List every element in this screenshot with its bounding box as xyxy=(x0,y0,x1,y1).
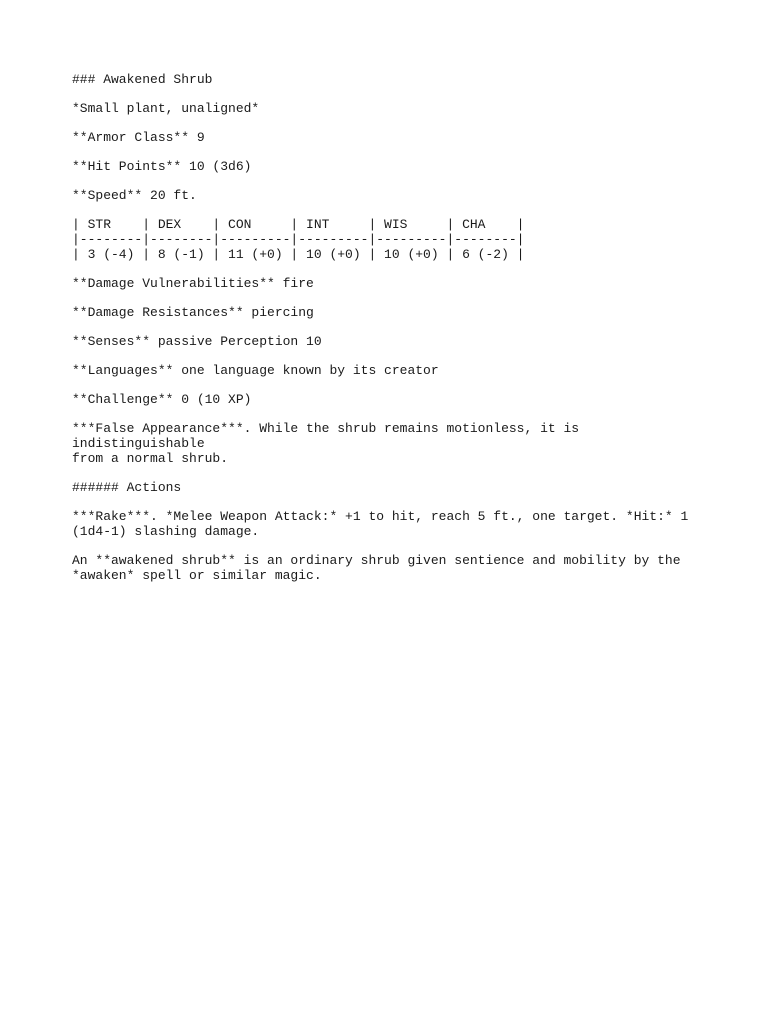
ability-table-values: | 3 (-4) | 8 (-1) | 11 (+0) | 10 (+0) | 10 (+0) | 6 (-2) | xyxy=(72,247,525,262)
stat-block-heading: ### Awakened Shrub xyxy=(72,72,213,87)
ability-table-header: | STR | DEX | CON | INT | WIS | CHA | xyxy=(72,217,525,232)
challenge-line: **Challenge** 0 (10 XP) xyxy=(72,392,252,407)
senses-line: **Senses** passive Perception 10 xyxy=(72,334,322,349)
damage-resistances-line: **Damage Resistances** piercing xyxy=(72,305,314,320)
document-body xyxy=(72,72,702,597)
armor-class-line: **Armor Class** 9 xyxy=(72,130,205,145)
rake-action: ***Rake***. *Melee Weapon Attack:* +1 to hit, reach 5 ft., one target. *Hit:* 1 (1d4-1) slashing damage. xyxy=(72,509,689,539)
ability-table-separator: |--------|--------|---------|---------|---------|--------| xyxy=(72,232,525,247)
creature-type-line: *Small plant, unaligned* xyxy=(72,101,260,116)
languages-line: **Languages** one language known by its creator xyxy=(72,363,439,378)
actions-heading: ###### Actions xyxy=(72,480,182,495)
ability-score-table xyxy=(72,217,702,262)
description-paragraph: An **awakened shrub** is an ordinary shrub given sentience and mobility by the *awaken* spell or similar magic. xyxy=(72,553,681,583)
damage-vulnerabilities-line: **Damage Vulnerabilities** fire xyxy=(72,276,314,291)
false-appearance-trait: ***False Appearance***. While the shrub remains motionless, it is indistinguishable from a normal shrub. xyxy=(72,421,580,466)
hit-points-line: **Hit Points** 10 (3d6) xyxy=(72,159,252,174)
speed-line: **Speed** 20 ft. xyxy=(72,188,197,203)
